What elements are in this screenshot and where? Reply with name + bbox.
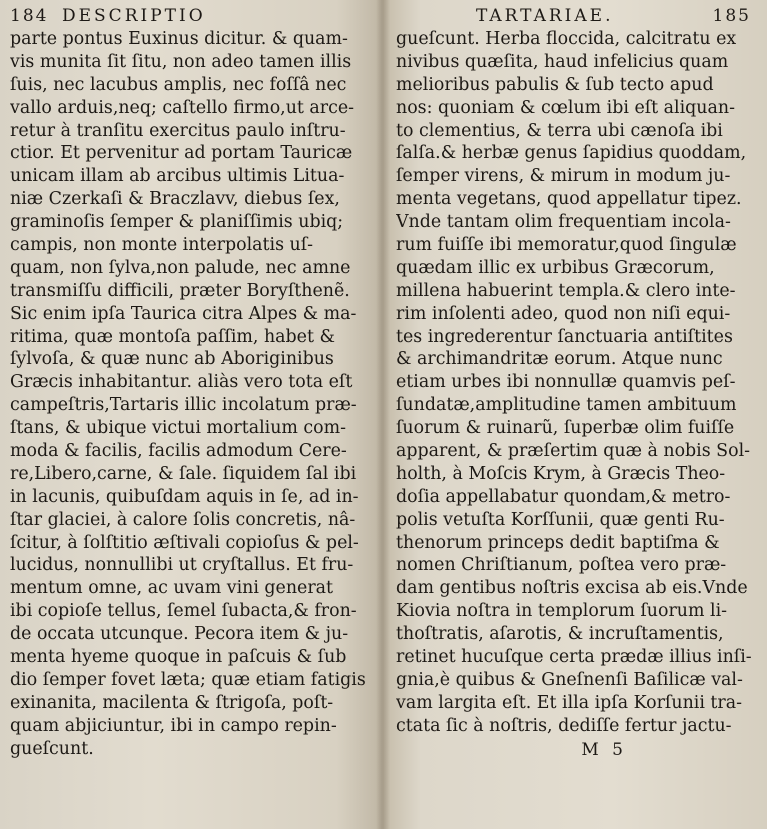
text-line: vam largita eſt. Et illa ipſa Korſunii tra- — [396, 692, 742, 713]
left-running-title: DESCRIPTIO — [62, 6, 206, 26]
text-line: thoſtratis, aſarotis, & incruſtamentis, — [396, 624, 724, 645]
text-line: menta vegetans, quod appellatur tipez. — [396, 189, 742, 210]
text-line: holth, à Moſcis Krym, à Græcis Theo- — [396, 463, 726, 484]
text-line: de occata utcunque. Pecora item & ju- — [10, 624, 349, 645]
text-line: nos: quoniam & cœlum ibi eſt aliquan- — [396, 97, 735, 118]
text-line: vallo arduis,neq; caſtello firmo,ut arce- — [10, 97, 355, 118]
left-page-number: 184 — [10, 6, 49, 26]
text-line: campis, non monte interpolatis uſ- — [10, 235, 314, 256]
text-line: menta hyeme quoque in paſcuis & ſub — [10, 647, 347, 668]
text-line: ſuis, nec lacubus amplis, nec foſſâ nec — [10, 74, 347, 95]
text-line: ritima, quæ montoſa paſſim, habet & — [10, 326, 335, 347]
text-line: vis munita ſit ſitu, non adeo tamen illis — [10, 51, 352, 72]
right-page — [382, 0, 767, 829]
text-line: & archimandritæ eorum. Atque nunc — [396, 349, 723, 370]
text-line: niæ Czerkaſi & Braczlavv, diebus ſex, — [10, 189, 340, 210]
text-line: exinanita, macilenta & ſtrigoſa, poſt- — [10, 692, 334, 713]
text-line: ſuorum & ruinarũ, ſuperbæ olim fuiſſe — [396, 418, 735, 439]
text-line: gueſcunt. Herba floccida, calcitratu ex — [396, 29, 737, 49]
text-line: millena habuerint templa.& clero inte- — [396, 280, 736, 301]
text-line: polis vetuſta Korſſunii, quæ genti Ru- — [396, 509, 725, 530]
text-line: dam gentibus noſtris excisa ab eis.Vnde — [396, 578, 748, 599]
text-line: ſalſa.& herbæ genus ſapidius quoddam, — [396, 143, 747, 164]
text-line: re,Libero,carne, & ſale. ſiquidem ſal ibi — [10, 463, 357, 484]
text-line: quædam illic ex urbibus Græcorum, — [396, 257, 715, 278]
text-line: rim inſolenti adeo, quod non niſi equi- — [396, 303, 731, 324]
text-line: ſylvoſa, & quæ nunc ab Aboriginibus — [10, 349, 334, 370]
text-line: nivibus quæſita, haud infelicius quam — [396, 51, 729, 72]
text-line: ctata ſic à noſtris, dediſſe fertur jactu- — [396, 715, 732, 736]
text-line: quam, non ſylva,non palude, nec amne — [10, 257, 351, 278]
text-line: campeſtris,Tartaris illic incolatum præ- — [10, 395, 357, 416]
left-running-head — [10, 4, 382, 28]
text-line: gueſcunt. — [10, 738, 94, 759]
right-page-number: 185 — [712, 6, 751, 26]
text-line: ibi copioſe tellus, ſemel ſubacta,& fron- — [10, 601, 357, 622]
text-line: moda & facilis, facilis admodum Cere- — [10, 441, 347, 462]
text-line: Vnde tantam olim frequentiam incola- — [396, 212, 731, 233]
text-line: retur à tranſitu exercitus paulo inſtru- — [10, 120, 346, 141]
text-line: in lacunis, quibuſdam aquis in ſe, ad in- — [10, 486, 359, 507]
text-line: Græcis inhabitantur. aliàs vero tota eſt — [10, 372, 353, 393]
text-line: etiam urbes ibi nonnullæ quamvis peſ- — [396, 372, 736, 393]
text-line: lucidus, nonnullibi ut cryſtallus. Et fru- — [10, 555, 354, 576]
text-line: nomen Chriſtianum, poſtea vero præ- — [396, 555, 727, 576]
right-text-block — [396, 28, 767, 738]
text-line: Kiovia noſtra in templorum ſuorum li- — [396, 601, 728, 622]
text-line: quam abjiciuntur, ibi in campo repin- — [10, 715, 337, 736]
text-line: parte pontus Euxinus dicitur. & quam- — [10, 29, 348, 49]
text-line: transmiſſu difficili, præter Boryſthenẽ. — [10, 280, 350, 301]
text-line: thenorum princeps dedit baptiſma & — [396, 532, 720, 553]
right-running-title: TARTARIAE. — [476, 6, 614, 26]
text-line: ſtans, & ubique victui mortalium com- — [10, 418, 346, 439]
text-line: ſcitur, à ſolſtitio æſtivali copioſus & pel- — [10, 532, 359, 553]
text-line: to clementius, & terra ubi cænoſa ibi — [396, 120, 723, 141]
signature-mark: M 5 — [581, 739, 627, 760]
text-line: graminoſis ſemper & planiſſimis ubiq; — [10, 212, 344, 233]
text-line: apparent, & præſertim quæ à nobis Sol- — [396, 441, 751, 462]
text-line: rum fuiſſe ibi memoratur,quod ſingulæ — [396, 235, 737, 256]
text-line: dio ſemper fovet læta; quæ etiam fatigis — [10, 669, 366, 690]
text-line: ſtar glaciei, à calore ſolis concretis, nâ- — [10, 509, 356, 530]
text-line: gnia,è quibus & Gneſnenſi Baſilicæ val- — [396, 669, 743, 690]
text-line: doſia appellabatur quondam,& metro- — [396, 486, 731, 507]
text-line: ſemper virens, & mirum in modum ju- — [396, 166, 731, 187]
right-running-head — [396, 4, 767, 28]
text-line: ſundatæ,amplitudine tamen ambituum — [396, 395, 737, 416]
text-line: melioribus pabulis & ſub tecto apud — [396, 74, 714, 95]
text-line: Sic enim ipſa Taurica citra Alpes & ma- — [10, 303, 357, 324]
text-line: retinet hucuſque certa prædæ illius inſi- — [396, 647, 752, 668]
text-line: tes ingrederentur ſanctuaria antiſtites — [396, 326, 733, 347]
text-line: unicam illam ab arcibus ultimis Litua- — [10, 166, 345, 187]
left-text-block — [10, 28, 382, 761]
text-line: ctior. Et pervenitur ad portam Tauricæ — [10, 143, 353, 164]
left-page — [0, 0, 382, 829]
text-line: mentum omne, ac uvam vini generat — [10, 578, 334, 599]
